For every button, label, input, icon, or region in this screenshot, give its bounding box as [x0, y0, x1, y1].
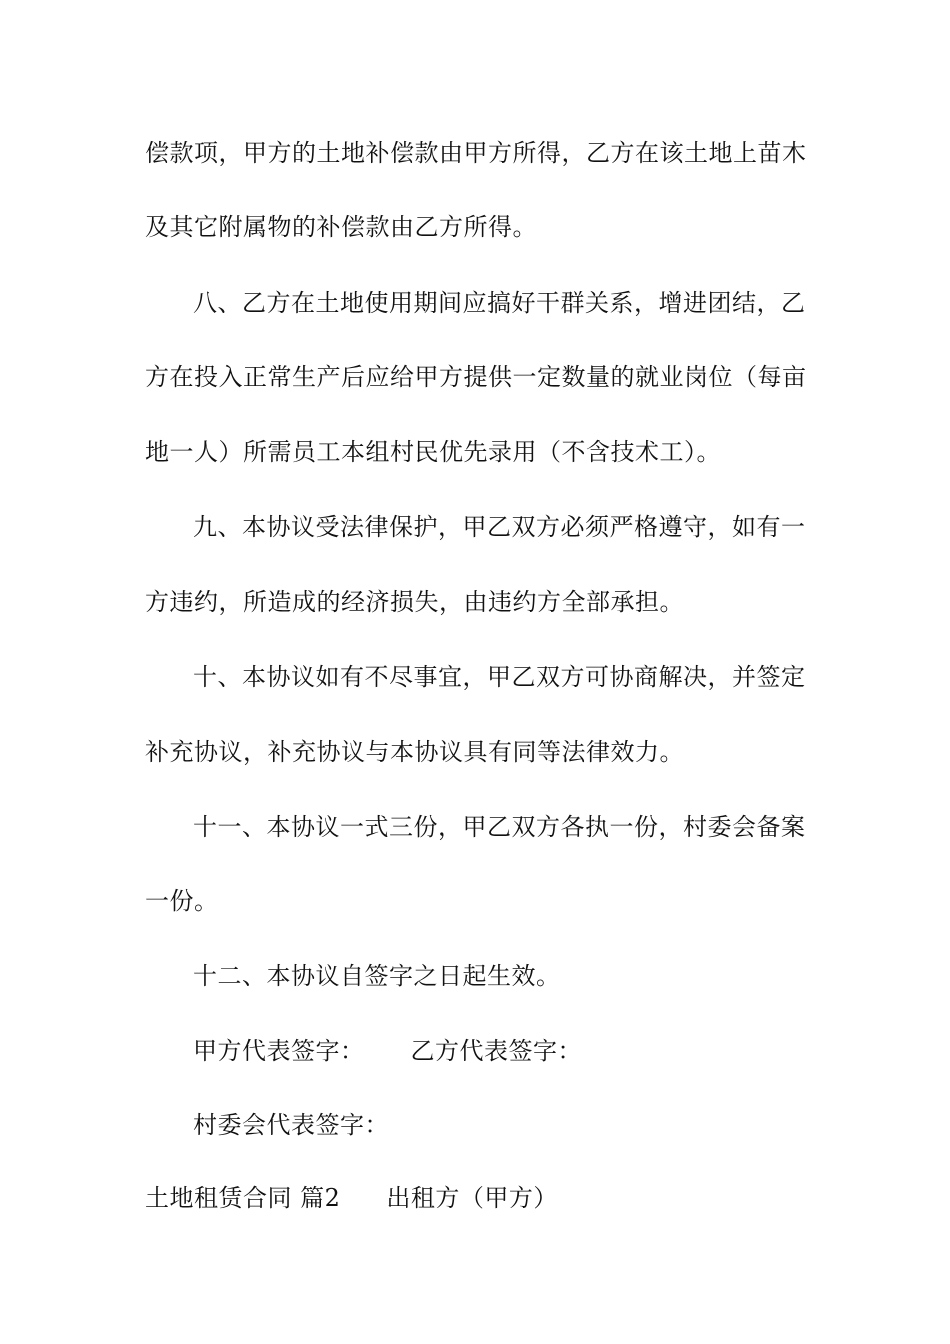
party-b-signature-label: 乙方代表签字：	[410, 1037, 582, 1065]
clause-12-line: 十二、本协议自签字之日起生效。	[193, 962, 561, 990]
section-heading	[145, 1183, 825, 1213]
lessor-label: 出租方（甲方）	[386, 1184, 558, 1212]
party-a-signature-label: 甲方代表签字：	[193, 1037, 365, 1065]
clause-10-line: 十、本协议如有不尽事宜，甲乙双方可协商解决，并签定	[193, 663, 806, 691]
contract-title: 土地租赁合同 篇2	[145, 1184, 341, 1212]
paragraph-line: 及其它附属物的补偿款由乙方所得。	[145, 213, 537, 241]
signature-row	[193, 1036, 873, 1066]
village-committee-signature-label: 村委会代表签字：	[193, 1111, 389, 1139]
paragraph-line: 方违约，所造成的经济损失，由违约方全部承担。	[145, 588, 684, 616]
clause-11-line: 十一、本协议一式三份，甲乙双方各执一份，村委会备案	[193, 813, 806, 841]
paragraph-line: 偿款项，甲方的土地补偿款由甲方所得，乙方在该土地上苗木	[145, 139, 807, 167]
paragraph-line: 方在投入正常生产后应给甲方提供一定数量的就业岗位（每亩	[145, 363, 807, 391]
clause-8-line: 八、乙方在土地使用期间应搞好干群关系，增进团结，乙	[193, 289, 806, 317]
paragraph-line: 地一人）所需员工本组村民优先录用（不含技术工）。	[145, 438, 721, 466]
clause-9-line: 九、本协议受法律保护，甲乙双方必须严格遵守，如有一	[193, 513, 806, 541]
paragraph-line: 一份。	[145, 887, 219, 915]
paragraph-line: 补充协议，补充协议与本协议具有同等法律效力。	[145, 738, 684, 766]
